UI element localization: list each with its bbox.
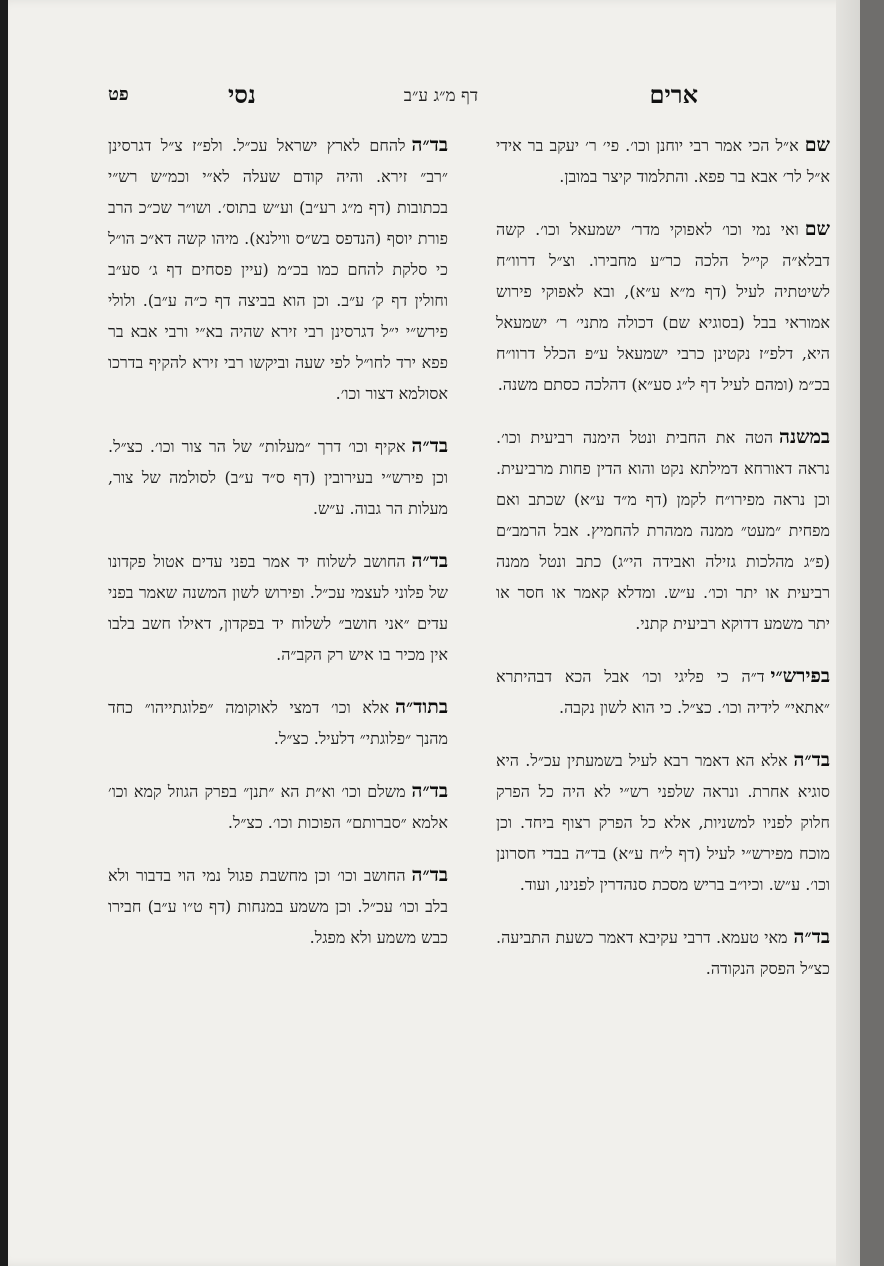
commentary-entry xyxy=(496,130,830,192)
entry-text: החושב לשלוח יד אמר בפני עדים אטול פקדונו של פלוני לעצמי עכ״ל. ופירוש לשון המשנה שאמר בפני עדים ״אני חושב״ לשלוח יד בפקדון, דאילו חשב בלבו אין מכיר בו איש רק הקב״ה. xyxy=(108,552,448,664)
entry-text: החושב וכו׳ וכן מחשבת פגול נמי הוי בדבור ולא בלב וכו׳ עכ״ל. וכן משמע במנחות (דף ט״ו ע״ב) חבירו כבש משמע ולא מפגל. xyxy=(108,866,448,947)
entry-text: להחם לארץ ישראל עכ״ל. ולפ״ז צ״ל דגרסינן ״רב״ זירא. והיה קודם שעלה לא״י וכמ״ש רש״י בכתובות (דף מ״ג רע״ב) וע״ש בתוס׳. ושו״ר שכ״כ הרב פורת יוסף (הנדפס בש״ס ווילנא). מיהו קשה דא״כ הו״ל כי סלקת להחם כמו בכ״מ (עיין פסחים דף ג׳ סע״ב וחולין דף ק׳ ע״ב. וכן הוא בביצה דף כ״ה ע״ב). ולולי פירש״י י״ל דגרסינן רבי זירא שהיה בא״י ורבי אבא בר פפא ירד לחו״ל לפי שעה וביקשו רבי זירא להקיף בדרכו אסולמא דצור וכו׳. xyxy=(108,136,448,403)
entry-heading: שם xyxy=(804,134,830,156)
commentary-entry xyxy=(496,661,830,723)
entry-heading: בד״ה xyxy=(411,864,448,886)
entry-text: מאי טעמא. דרבי עקיבא דאמר כשעת התביעה. כצ״ל הפסק הנקודה. xyxy=(496,928,830,978)
entry-text: ואי נמי וכו׳ לאפוקי מדר׳ ישמעאל וכו׳. קשה דבלא״ה קי״ל הלכה כר״ע מחבירו. וצ״ל דרוו״ח לשיטתיה לעיל (דף מ״א ע״א), ובא לאפוקי פירוש אמוראי בבל (בסוגיא שם) דכולה מתני׳ ר׳ ישמעאל היא, דלפ״ז נקטינן כרבי ישמעאל ע״פ הכלל דרוו״ח בכ״מ (ומהם לעיל דף ל״ג סע״א) דהלכה כסתם משנה. xyxy=(496,220,830,394)
left-text-column xyxy=(108,130,448,975)
entry-heading: בד״ה xyxy=(411,550,448,572)
commentary-entry xyxy=(108,431,448,524)
entry-text: אקיף וכו׳ דרך ״מעלות״ של הר צור וכו׳. כצ״ל. וכן פירש״י בעירובין (דף ס״ד ע״ב) לסולמה של צור, מעלות הר גבוה. ע״ש. xyxy=(108,437,448,518)
entry-text: אלא וכו׳ דמצי לאוקומה ״פלוגתייהו״ כחד מהנך ״פלוגתי״ דלעיל. כצ״ל. xyxy=(108,698,448,748)
entry-heading: שם xyxy=(804,218,830,240)
entry-text: אלא הא דאמר רבא לעיל בשמעתין עכ״ל. היא סוגיא אחרת. ונראה שלפני רש״י לא היה כל הפרק חלוק לפניו למשניות, אלא כל הפרק רצוף ביחד. וכן מוכח מפירש״י לעיל (דף ל״ח ע״א) בד״ה בבדי חסרונן וכו׳. ע״ש. וכיו״ב בריש מסכת סנהדרין לפנינו, ועוד. xyxy=(496,751,830,894)
facing-page-edge xyxy=(836,0,860,1266)
entry-heading: בד״ה xyxy=(793,749,830,771)
commentary-entry xyxy=(108,546,448,670)
entry-text: הטה את החבית ונטל הימנה רביעית וכו׳. נראה דאורחא דמילתא נקט והוא הדין פחות מרביעית. וכן נראה מפירו״ח לקמן (דף מ״ד ע״א) שכתב ואם מפחית ״מעט״ ממנה ממהרת להחמיץ. אבל הרמב״ם (פ״ג מהלכות גזילה ואבידה הי״ג) כתב ונטל ממנה רביעית או יתר וכו׳. ע״ש. ומדלא קאמר או חסר או יתר משמע דדוקא רביעית קתני. xyxy=(496,428,830,633)
commentary-entry xyxy=(496,922,830,984)
header-folio-reference: דף מ״ג ע״ב xyxy=(403,86,478,106)
right-text-column xyxy=(496,130,830,1006)
commentary-entry xyxy=(496,422,830,639)
header-title-left: נסי xyxy=(228,80,256,109)
book-spine xyxy=(0,0,8,1266)
commentary-entry xyxy=(108,860,448,953)
header-title-right: ארים xyxy=(649,80,698,109)
entry-heading: בפירש״י xyxy=(770,665,830,687)
entry-heading: בתוד״ה xyxy=(395,696,448,718)
entry-text: משלם וכו׳ וא״ת הא ״תנן״ בפרק הגוזל קמא וכו׳ אלמא ״סברותם״ הפוכות וכו׳. כצ״ל. xyxy=(108,782,448,832)
commentary-entry xyxy=(108,776,448,838)
entry-heading: בד״ה xyxy=(411,780,448,802)
entry-heading: במשנה xyxy=(779,426,830,448)
entry-heading: בד״ה xyxy=(411,435,448,457)
page-number: פט xyxy=(108,84,129,105)
book-page xyxy=(8,0,860,1266)
commentary-entry xyxy=(108,130,448,409)
commentary-entry xyxy=(108,692,448,754)
entry-heading: בד״ה xyxy=(793,926,830,948)
running-header xyxy=(108,80,698,116)
entry-text: א״ל הכי אמר רבי יוחנן וכו׳. פי׳ ר׳ יעקב בר אידי א״ל לר׳ אבא בר פפא. והתלמוד קיצר במובן. xyxy=(496,136,830,186)
entry-heading: בד״ה xyxy=(411,134,448,156)
commentary-entry xyxy=(496,214,830,400)
entry-text: ד״ה כי פליגי וכו׳ אבל הכא דבהיתרא ״אתאי״ לידיה וכו׳. כצ״ל. כי הוא לשון נקבה. xyxy=(496,667,830,717)
commentary-entry xyxy=(496,745,830,900)
